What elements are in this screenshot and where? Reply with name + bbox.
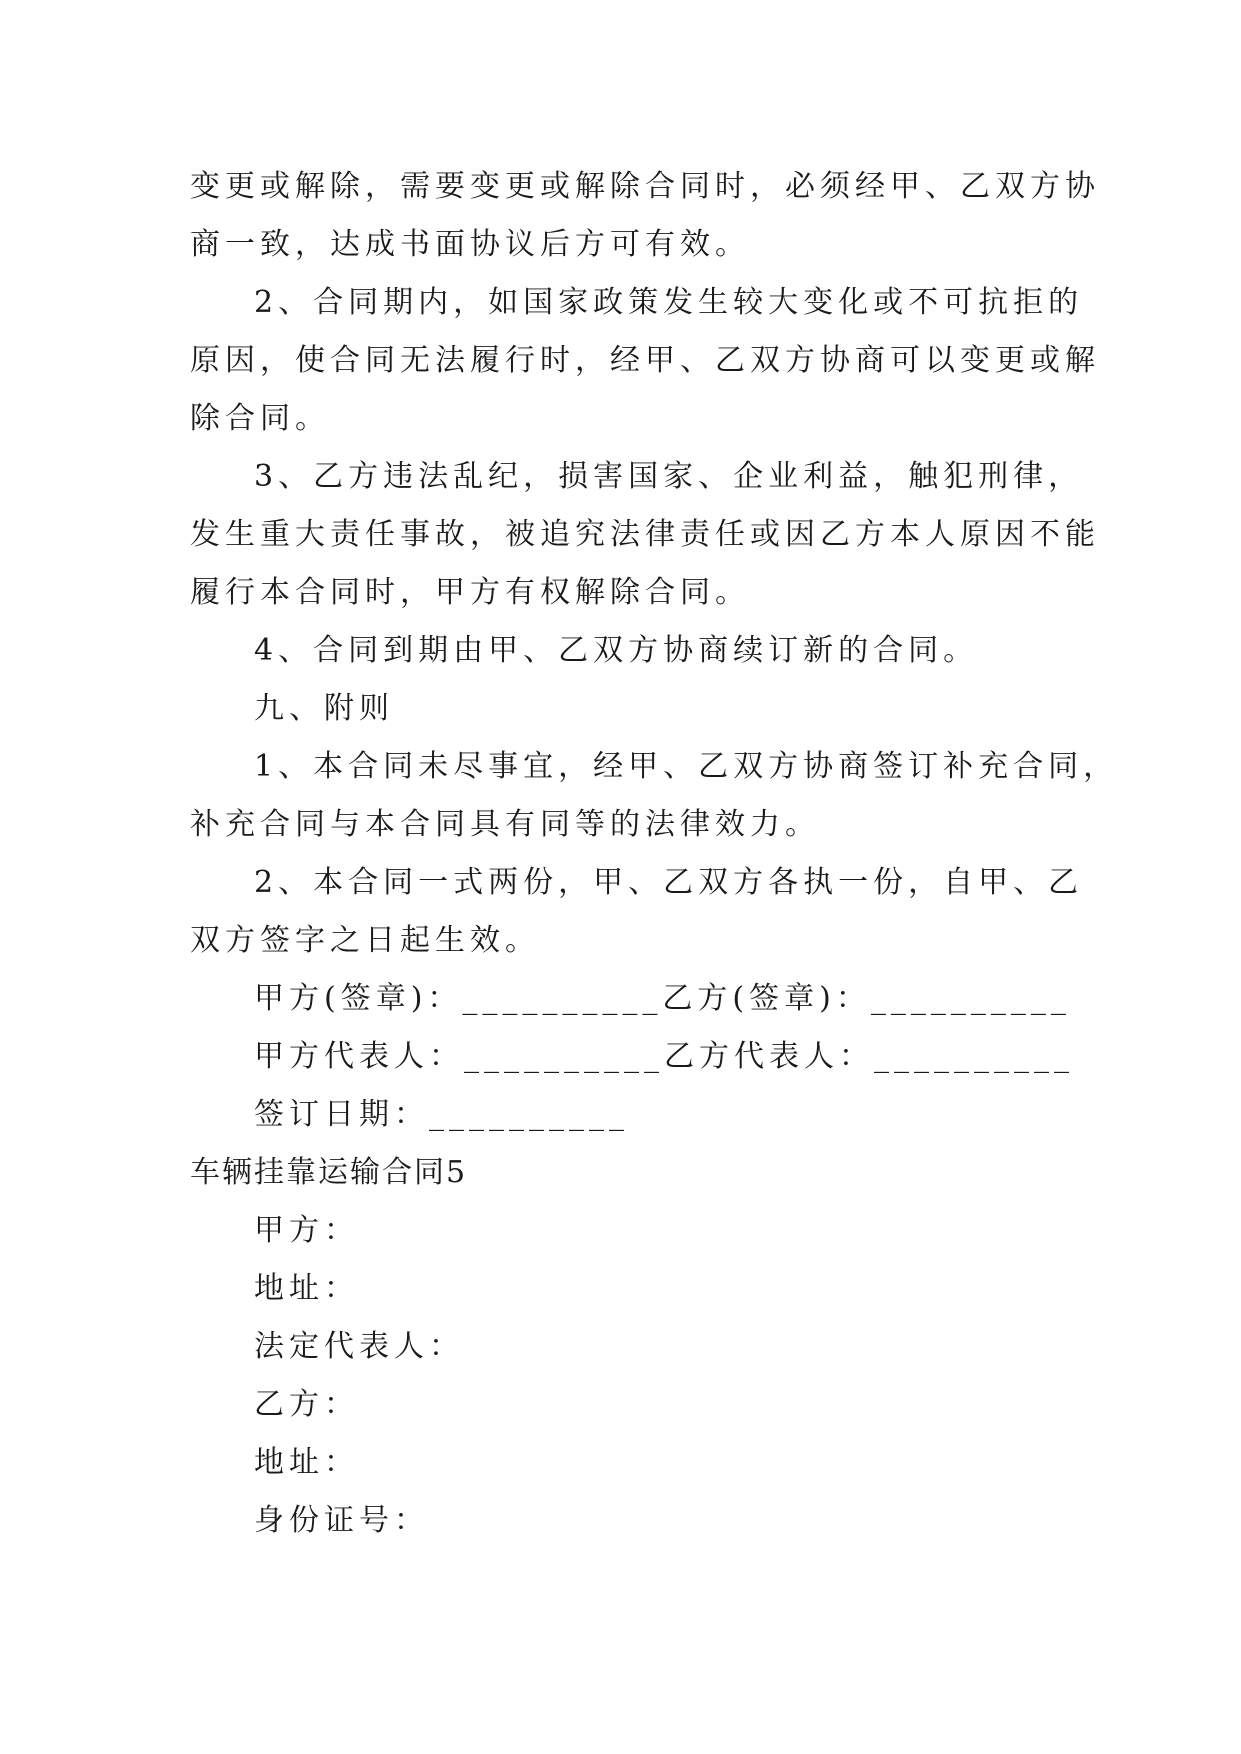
text-line: 履行本合同时，甲方有权解除合同。 [190, 575, 750, 610]
legal-representative-field: 法定代表人： [254, 1329, 464, 1364]
representative-line: 甲方代表人：__________乙方代表人：__________ [254, 1039, 1074, 1074]
text-line: 除合同。 [190, 401, 330, 436]
section-heading: 九、附则 [254, 691, 394, 726]
clause-3: 3、乙方违法乱纪，损害国家、企业利益，触犯刑律， [254, 459, 1084, 494]
appendix-clause-1: 1、本合同未尽事宜，经甲、乙双方协商签订补充合同， [254, 749, 1119, 784]
address-field: 地址： [254, 1445, 359, 1480]
address-field: 地址： [254, 1271, 359, 1306]
text-line: 商一致，达成书面协议后方可有效。 [190, 227, 750, 262]
signing-date-line: 签订日期：__________ [254, 1097, 629, 1132]
text-line: 原因，使合同无法履行时，经甲、乙双方协商可以变更或解 [190, 343, 1100, 378]
document-body [190, 158, 1119, 1550]
text-line: 发生重大责任事故，被追究法律责任或因乙方本人原因不能 [190, 517, 1100, 552]
party-b-field: 乙方： [254, 1387, 359, 1422]
party-a-field: 甲方： [254, 1213, 359, 1248]
text-line: 双方签字之日起生效。 [190, 923, 540, 958]
appendix-clause-2: 2、本合同一式两份，甲、乙双方各执一份，自甲、乙 [254, 865, 1084, 900]
text-line: 变更或解除，需要变更或解除合同时，必须经甲、乙双方协 [190, 169, 1100, 204]
clause-4: 4、合同到期由甲、乙双方协商续订新的合同。 [254, 633, 979, 668]
contract-title: 车辆挂靠运输合同5 [190, 1155, 468, 1190]
id-number-field: 身份证号： [254, 1503, 429, 1538]
text-line: 补充合同与本合同具有同等的法律效力。 [190, 807, 820, 842]
signature-line: 甲方(签章)：__________乙方(签章)：__________ [254, 981, 1071, 1016]
clause-2: 2、合同期内，如国家政策发生较大变化或不可抗拒的 [254, 285, 1084, 320]
